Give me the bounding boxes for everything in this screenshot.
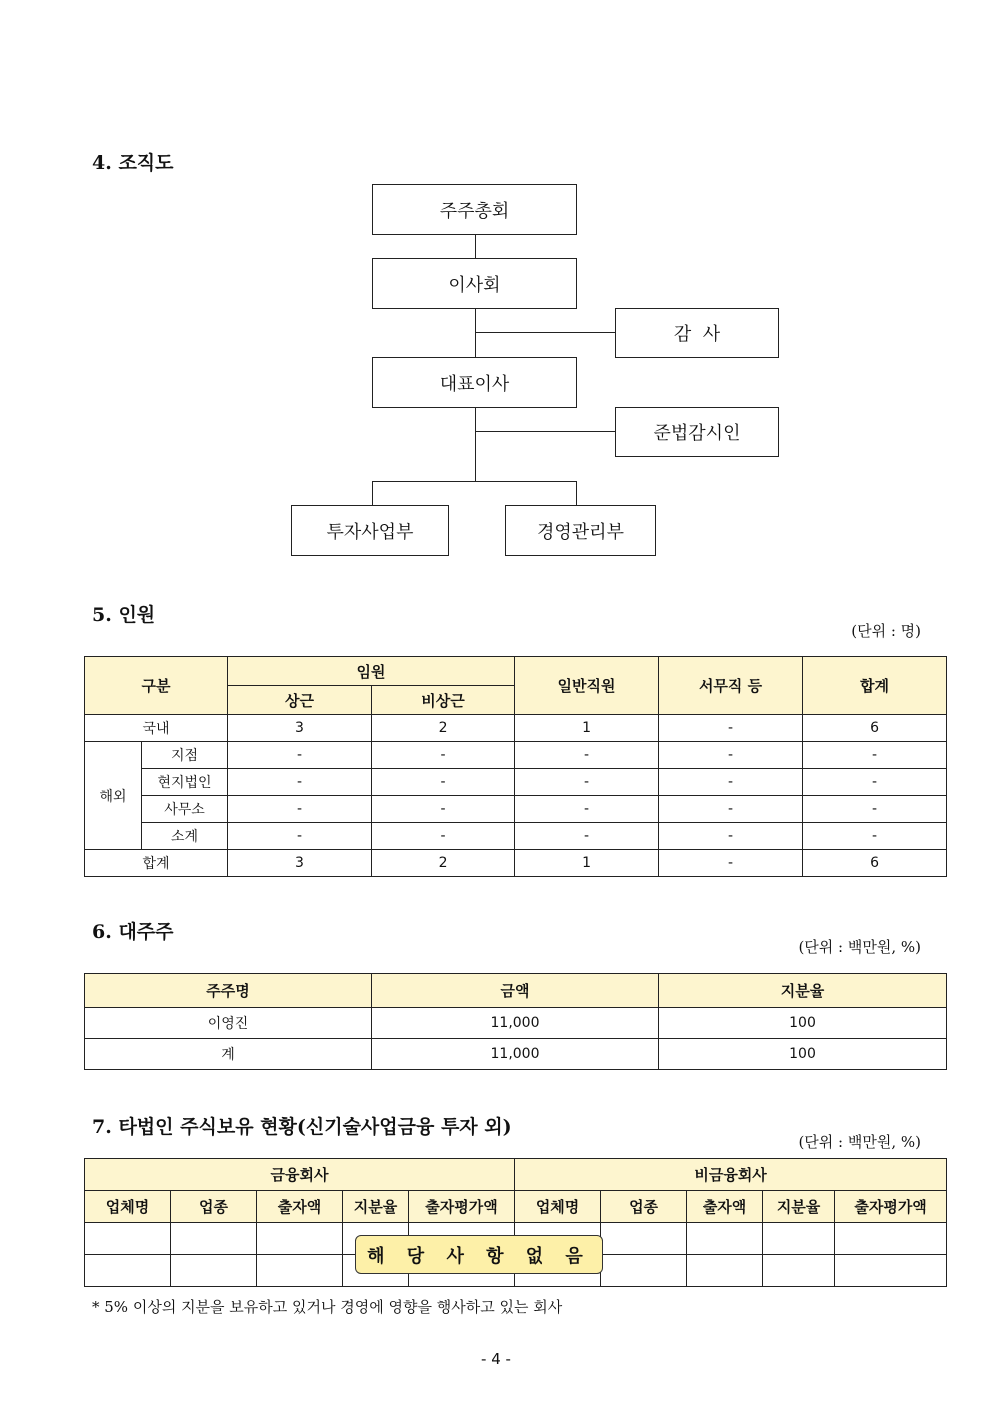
cell: 이영진 (85, 1008, 372, 1039)
org-box-shareholders: 주주총회 (372, 184, 577, 235)
cell: - (803, 769, 947, 796)
connector (475, 407, 476, 481)
cell: - (228, 742, 372, 769)
cell: 100 (659, 1008, 947, 1039)
header-executives: 임원 (228, 657, 515, 686)
cell: - (659, 850, 803, 877)
connector (475, 308, 476, 358)
row-label: 합계 (85, 850, 228, 877)
cell: - (659, 742, 803, 769)
cell: - (803, 742, 947, 769)
cell: - (659, 823, 803, 850)
cell: 2 (372, 850, 515, 877)
cell: 100 (659, 1039, 947, 1070)
header-col: 출자평가액 (835, 1191, 947, 1223)
org-box-ceo: 대표이사 (372, 357, 577, 408)
table-row (85, 850, 947, 877)
cell: 3 (228, 850, 372, 877)
header-col: 업종 (601, 1191, 687, 1223)
cell: 계 (85, 1039, 372, 1070)
header-amount: 금액 (372, 974, 659, 1008)
org-box-management-dept: 경영관리부 (505, 505, 656, 556)
header-col: 출자평가액 (409, 1191, 515, 1223)
cell: - (659, 769, 803, 796)
cell: - (372, 823, 515, 850)
page-number: - 4 - (481, 1350, 511, 1368)
header-category: 구분 (85, 657, 228, 715)
header-fulltime: 상근 (228, 686, 372, 715)
cell: 6 (803, 850, 947, 877)
org-box-auditor: 감 사 (615, 308, 779, 358)
cell: 11,000 (372, 1039, 659, 1070)
cell: 1 (515, 715, 659, 742)
cell: - (228, 769, 372, 796)
cell: 6 (803, 715, 947, 742)
header-nonfinancial: 비금융회사 (515, 1159, 947, 1191)
row-group-overseas: 해외 (85, 742, 142, 850)
header-general: 일반직원 (515, 657, 659, 715)
table-row (85, 823, 947, 850)
cell: - (515, 796, 659, 823)
cell: 3 (228, 715, 372, 742)
cell: - (372, 742, 515, 769)
row-label: 현지법인 (142, 769, 228, 796)
org-box-compliance: 준법감시인 (615, 407, 779, 457)
cell: - (803, 796, 947, 823)
cell: - (515, 823, 659, 850)
holders-title: 6. 대주주 (92, 921, 174, 943)
org-box-board: 이사회 (372, 258, 577, 309)
cell: - (515, 769, 659, 796)
row-label: 사무소 (142, 796, 228, 823)
table-row (85, 769, 947, 796)
header-col: 업체명 (515, 1191, 601, 1223)
table-row (85, 796, 947, 823)
connector (475, 431, 615, 432)
cell: - (228, 823, 372, 850)
connector (372, 481, 577, 482)
connector (475, 234, 476, 258)
cell: - (515, 742, 659, 769)
not-applicable-badge: 해 당 사 항 없 음 (355, 1235, 603, 1274)
connector (372, 481, 373, 505)
org-box-investment-dept: 투자사업부 (291, 505, 449, 556)
stock-unit: (단위 : 백만원, %) (798, 1133, 921, 1151)
row-label: 지점 (142, 742, 228, 769)
holders-unit: (단위 : 백만원, %) (798, 938, 921, 956)
cell: 11,000 (372, 1008, 659, 1039)
table-row (85, 1039, 947, 1070)
header-col: 지분율 (343, 1191, 409, 1223)
cell: - (659, 796, 803, 823)
header-col: 업종 (171, 1191, 257, 1223)
staff-unit: (단위 : 명) (851, 622, 921, 640)
header-name: 주주명 (85, 974, 372, 1008)
header-col: 지분율 (763, 1191, 835, 1223)
header-col: 출자액 (687, 1191, 763, 1223)
staff-title: 5. 인원 (92, 604, 156, 626)
header-col: 업체명 (85, 1191, 171, 1223)
header-total: 합계 (803, 657, 947, 715)
org-chart-title: 4. 조직도 (92, 152, 174, 174)
connector (475, 332, 615, 333)
cell: 1 (515, 850, 659, 877)
header-clerical: 서무직 등 (659, 657, 803, 715)
stock-title: 7. 타법인 주식보유 현황(신기술사업금융 투자 외) (92, 1116, 512, 1138)
staff-table (84, 656, 947, 877)
header-col: 출자액 (257, 1191, 343, 1223)
header-ratio: 지분율 (659, 974, 947, 1008)
table-row (85, 715, 947, 742)
cell: - (803, 823, 947, 850)
header-financial: 금융회사 (85, 1159, 515, 1191)
cell: - (659, 715, 803, 742)
cell: 2 (372, 715, 515, 742)
connector (576, 481, 577, 505)
row-label: 소계 (142, 823, 228, 850)
table-row (85, 742, 947, 769)
header-parttime: 비상근 (372, 686, 515, 715)
cell: - (372, 796, 515, 823)
holders-table (84, 973, 947, 1070)
row-label: 국내 (85, 715, 228, 742)
footnote: * 5% 이상의 지분을 보유하고 있거나 경영에 영향을 행사하고 있는 회사 (92, 1298, 563, 1316)
table-row (85, 1008, 947, 1039)
cell: - (372, 769, 515, 796)
cell: - (228, 796, 372, 823)
